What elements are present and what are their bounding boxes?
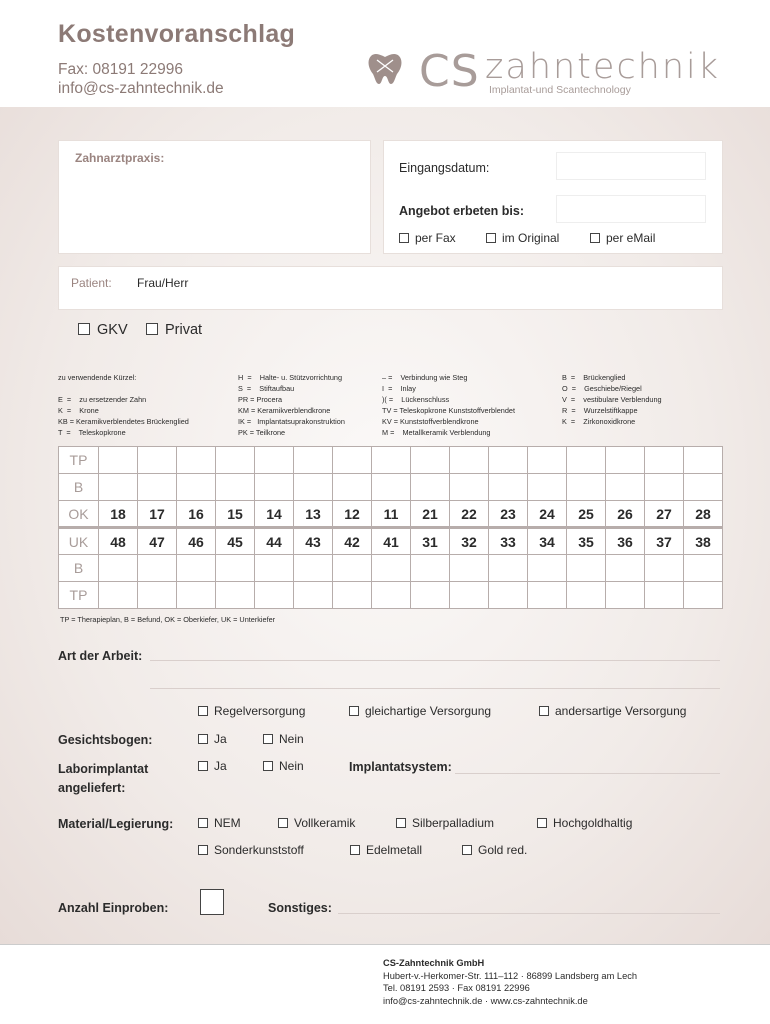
tooth-cell[interactable] [294, 582, 333, 609]
checkbox[interactable] [198, 706, 208, 716]
logo-brand: zahntechnik [485, 47, 721, 87]
tooth-cell[interactable] [489, 555, 528, 582]
checkbox[interactable] [349, 706, 359, 716]
sonstiges-label: Sonstiges: [268, 901, 332, 915]
tooth-number: 26 [606, 501, 645, 528]
row-tp-upper [59, 447, 723, 474]
sonstiges-line[interactable] [338, 913, 720, 914]
tooth-number: 36 [606, 528, 645, 555]
tooth-cell[interactable] [255, 582, 294, 609]
row-label: B [59, 555, 99, 582]
tooth-cell[interactable] [372, 474, 411, 501]
tooth-number: 18 [99, 501, 138, 528]
tooth-number: 45 [216, 528, 255, 555]
checkbox[interactable] [539, 706, 549, 716]
art-der-arbeit-line-2[interactable] [150, 688, 720, 689]
tooth-icon [365, 52, 413, 86]
option-gkv[interactable]: GKV [78, 322, 128, 338]
tooth-number: 25 [567, 501, 606, 528]
implantatsystem-label: Implantatsystem: [349, 760, 452, 774]
tooth-cell[interactable] [216, 555, 255, 582]
tooth-cell[interactable] [684, 447, 723, 474]
footer-street: Hubert-v.-Herkomer-Str. 111–112 · 86899 Landsberg am Lech [383, 970, 638, 981]
material-hochgoldhaltig[interactable]: Hochgoldhaltig [537, 816, 632, 830]
tooth-cell[interactable] [528, 474, 567, 501]
tooth-cell[interactable] [684, 474, 723, 501]
patient-salutation: Frau/Herr [137, 276, 189, 290]
abbreviations-col-2: H = Halte- u. Stützvorrichtung S = Stiftaufbau PR = Procera KM = Keramikverblendkrone IK = Implantatsuprakonstruktion PK = Teilkrone [238, 373, 345, 437]
praxis-box[interactable] [58, 140, 371, 254]
material-vollkeramik[interactable]: Vollkeramik [278, 816, 355, 830]
tooth-cell[interactable] [450, 474, 489, 501]
material-label: Material/Legierung: [58, 817, 174, 831]
tooth-number: 11 [372, 501, 411, 528]
tooth-cell[interactable] [372, 555, 411, 582]
tooth-cell[interactable] [684, 555, 723, 582]
row-tp-lower [59, 582, 723, 609]
tooth-number: 23 [489, 501, 528, 528]
checkbox[interactable] [486, 233, 496, 243]
tooth-cell[interactable] [411, 447, 450, 474]
tooth-cell[interactable] [333, 555, 372, 582]
checkbox[interactable] [537, 818, 547, 828]
tooth-cell[interactable] [255, 555, 294, 582]
tooth-number: 38 [684, 528, 723, 555]
option-gleichartige-versorgung[interactable]: gleichartige Versorgung [349, 704, 491, 718]
checkbox[interactable] [198, 845, 208, 855]
option-regelversorgung[interactable]: Regelversorgung [198, 704, 305, 718]
tooth-number: 33 [489, 528, 528, 555]
checkbox[interactable] [399, 233, 409, 243]
tooth-cell[interactable] [567, 582, 606, 609]
implantatsystem-line[interactable] [455, 773, 720, 774]
checkbox[interactable] [590, 233, 600, 243]
einproben-label: Anzahl Einproben: [58, 901, 169, 915]
tooth-cell[interactable] [177, 474, 216, 501]
tooth-number: 12 [333, 501, 372, 528]
checkbox[interactable] [462, 845, 472, 855]
tooth-cell[interactable] [606, 582, 645, 609]
tooth-number: 27 [645, 501, 684, 528]
option-per-fax[interactable]: per Fax [399, 231, 456, 245]
row-label: TP [59, 582, 99, 609]
row-b-lower [59, 555, 723, 582]
option-per-email[interactable]: per eMail [590, 231, 655, 245]
footer-phone: Tel. 08191 2593 · Fax 08191 22996 [383, 983, 530, 993]
tooth-cell[interactable] [411, 555, 450, 582]
material-silberpalladium[interactable]: Silberpalladium [396, 816, 494, 830]
tooth-cell[interactable] [216, 447, 255, 474]
tooth-cell[interactable] [99, 582, 138, 609]
tooth-cell[interactable] [333, 582, 372, 609]
tooth-number: 46 [177, 528, 216, 555]
tooth-number: 24 [528, 501, 567, 528]
tooth-cell[interactable] [177, 555, 216, 582]
tooth-cell[interactable] [294, 474, 333, 501]
tooth-cell[interactable] [645, 474, 684, 501]
contact-email: info@cs-zahntechnik.de [58, 80, 224, 97]
angebot-field[interactable] [556, 195, 706, 223]
eingang-box [383, 140, 723, 254]
einproben-field[interactable] [200, 889, 224, 915]
tooth-cell[interactable] [294, 447, 333, 474]
checkbox[interactable] [78, 323, 90, 335]
tooth-cell[interactable] [294, 555, 333, 582]
option-andersartige-versorgung[interactable]: andersartige Versorgung [539, 704, 686, 718]
tooth-cell[interactable] [645, 555, 684, 582]
tooth-number: 48 [99, 528, 138, 555]
tooth-cell[interactable] [333, 447, 372, 474]
tooth-number: 13 [294, 501, 333, 528]
tooth-number: 42 [333, 528, 372, 555]
tooth-cell[interactable] [645, 582, 684, 609]
laborimplantat-ja[interactable]: Ja [198, 759, 227, 773]
tooth-cell[interactable] [489, 474, 528, 501]
tooth-number: 21 [411, 501, 450, 528]
tooth-cell[interactable] [333, 474, 372, 501]
tooth-number: 28 [684, 501, 723, 528]
tooth-cell[interactable] [606, 474, 645, 501]
tooth-cell[interactable] [567, 447, 606, 474]
row-b-upper [59, 474, 723, 501]
logo-tagline: Implantat-und Scantechnology [489, 84, 631, 96]
checkbox[interactable] [146, 323, 158, 335]
material-sonderkunststoff[interactable]: Sonderkunststoff [198, 843, 304, 857]
laborimplantat-label: Laborimplantat angeliefert: [58, 762, 149, 795]
tooth-number: 15 [216, 501, 255, 528]
tooth-cell[interactable] [528, 447, 567, 474]
teeth-legend: TP = Therapieplan, B = Befund, OK = Oberkiefer, UK = Unterkiefer [60, 615, 276, 624]
tooth-cell[interactable] [372, 447, 411, 474]
row-ok [59, 501, 723, 528]
tooth-number: 41 [372, 528, 411, 555]
footer-web: info@cs-zahntechnik.de · www.cs-zahntechnik.de [383, 995, 588, 1006]
row-label: TP [59, 447, 99, 474]
tooth-cell[interactable] [489, 447, 528, 474]
tooth-cell[interactable] [528, 555, 567, 582]
tooth-cell[interactable] [528, 582, 567, 609]
teeth-chart [58, 446, 723, 609]
eingangsdatum-label: Eingangsdatum: [399, 161, 490, 175]
tooth-cell[interactable] [99, 555, 138, 582]
checkbox[interactable] [198, 818, 208, 828]
tooth-number: 32 [450, 528, 489, 555]
tooth-number: 17 [138, 501, 177, 528]
checkbox[interactable] [198, 734, 208, 744]
tooth-cell[interactable] [684, 582, 723, 609]
tooth-cell[interactable] [255, 474, 294, 501]
tooth-cell[interactable] [411, 474, 450, 501]
tooth-number: 44 [255, 528, 294, 555]
row-label: B [59, 474, 99, 501]
tooth-cell[interactable] [411, 582, 450, 609]
abbreviations-col-1: zu verwendende Kürzel: E = zu ersetzender Zahn K = Krone KB = Keramikverblendetes Brückenglied T = Teleskopkrone [58, 373, 189, 437]
page-title: Kostenvoranschlag [58, 20, 296, 48]
tooth-cell[interactable] [606, 555, 645, 582]
abbreviations-col-3: – = Verbindung wie Steg I = Inlay )( = Lückenschluss TV = Teleskopkrone Kunststoffverblendet KV = Kunststoffverblendkrone M = Metallkeramik Verblendung [382, 373, 515, 437]
tooth-cell[interactable] [99, 474, 138, 501]
angebot-label: Angebot erbeten bis: [399, 204, 525, 218]
checkbox[interactable] [396, 818, 406, 828]
tooth-cell[interactable] [177, 447, 216, 474]
tooth-cell[interactable] [138, 582, 177, 609]
row-label-ok: OK [59, 501, 99, 528]
checkbox[interactable] [198, 761, 208, 771]
tooth-number: 31 [411, 528, 450, 555]
laborimplantat-nein[interactable]: Nein [263, 759, 304, 773]
tooth-cell[interactable] [450, 447, 489, 474]
tooth-cell[interactable] [567, 474, 606, 501]
art-der-arbeit-line[interactable] [150, 660, 720, 661]
checkbox[interactable] [278, 818, 288, 828]
tooth-number: 47 [138, 528, 177, 555]
contact-fax: Fax: 08191 22996 [58, 61, 183, 78]
tooth-cell[interactable] [606, 447, 645, 474]
abbreviations-col-4: B = Brückenglied O = Geschiebe/Riegel V = vestibulare Verblendung R = Wurzelstiftkappe K = Zirkonoxidkrone [562, 373, 662, 426]
gesichtsbogen-ja[interactable]: Ja [198, 732, 227, 746]
tooth-cell[interactable] [645, 447, 684, 474]
tooth-number: 37 [645, 528, 684, 555]
tooth-number: 14 [255, 501, 294, 528]
tooth-cell[interactable] [138, 447, 177, 474]
material-edelmetall[interactable]: Edelmetall [350, 843, 422, 857]
material-gold-red[interactable]: Gold red. [462, 843, 527, 857]
patient-box[interactable] [58, 266, 723, 310]
material-nem[interactable]: NEM [198, 816, 241, 830]
gesichtsbogen-label: Gesichtsbogen: [58, 733, 153, 747]
footer-company: CS-Zahntechnik GmbH [383, 958, 485, 968]
checkbox[interactable] [350, 845, 360, 855]
option-privat[interactable]: Privat [146, 322, 202, 338]
checkbox[interactable] [263, 761, 273, 771]
checkbox[interactable] [263, 734, 273, 744]
contact-block [58, 60, 224, 98]
footer-divider [0, 944, 770, 945]
tooth-cell[interactable] [216, 582, 255, 609]
tooth-cell[interactable] [99, 447, 138, 474]
tooth-cell[interactable] [177, 582, 216, 609]
tooth-number: 16 [177, 501, 216, 528]
tooth-number: 43 [294, 528, 333, 555]
tooth-cell[interactable] [450, 582, 489, 609]
logo-cs: CS [419, 46, 480, 97]
tooth-number: 34 [528, 528, 567, 555]
tooth-number: 22 [450, 501, 489, 528]
tooth-number: 35 [567, 528, 606, 555]
gesichtsbogen-nein[interactable]: Nein [263, 732, 304, 746]
tooth-cell[interactable] [138, 555, 177, 582]
tooth-cell[interactable] [450, 555, 489, 582]
patient-label: Patient: [71, 276, 112, 290]
tooth-cell[interactable] [489, 582, 528, 609]
tooth-cell[interactable] [372, 582, 411, 609]
tooth-cell[interactable] [567, 555, 606, 582]
row-uk [59, 528, 723, 555]
tooth-cell[interactable] [216, 474, 255, 501]
eingangsdatum-field[interactable] [556, 152, 706, 180]
tooth-cell[interactable] [255, 447, 294, 474]
footer-address [383, 957, 637, 1007]
praxis-label: Zahnarztpraxis: [75, 151, 165, 165]
row-label-uk: UK [59, 528, 99, 555]
company-logo [365, 46, 730, 98]
option-im-original[interactable]: im Original [486, 231, 559, 245]
tooth-cell[interactable] [138, 474, 177, 501]
art-der-arbeit-label: Art der Arbeit: [58, 649, 143, 663]
